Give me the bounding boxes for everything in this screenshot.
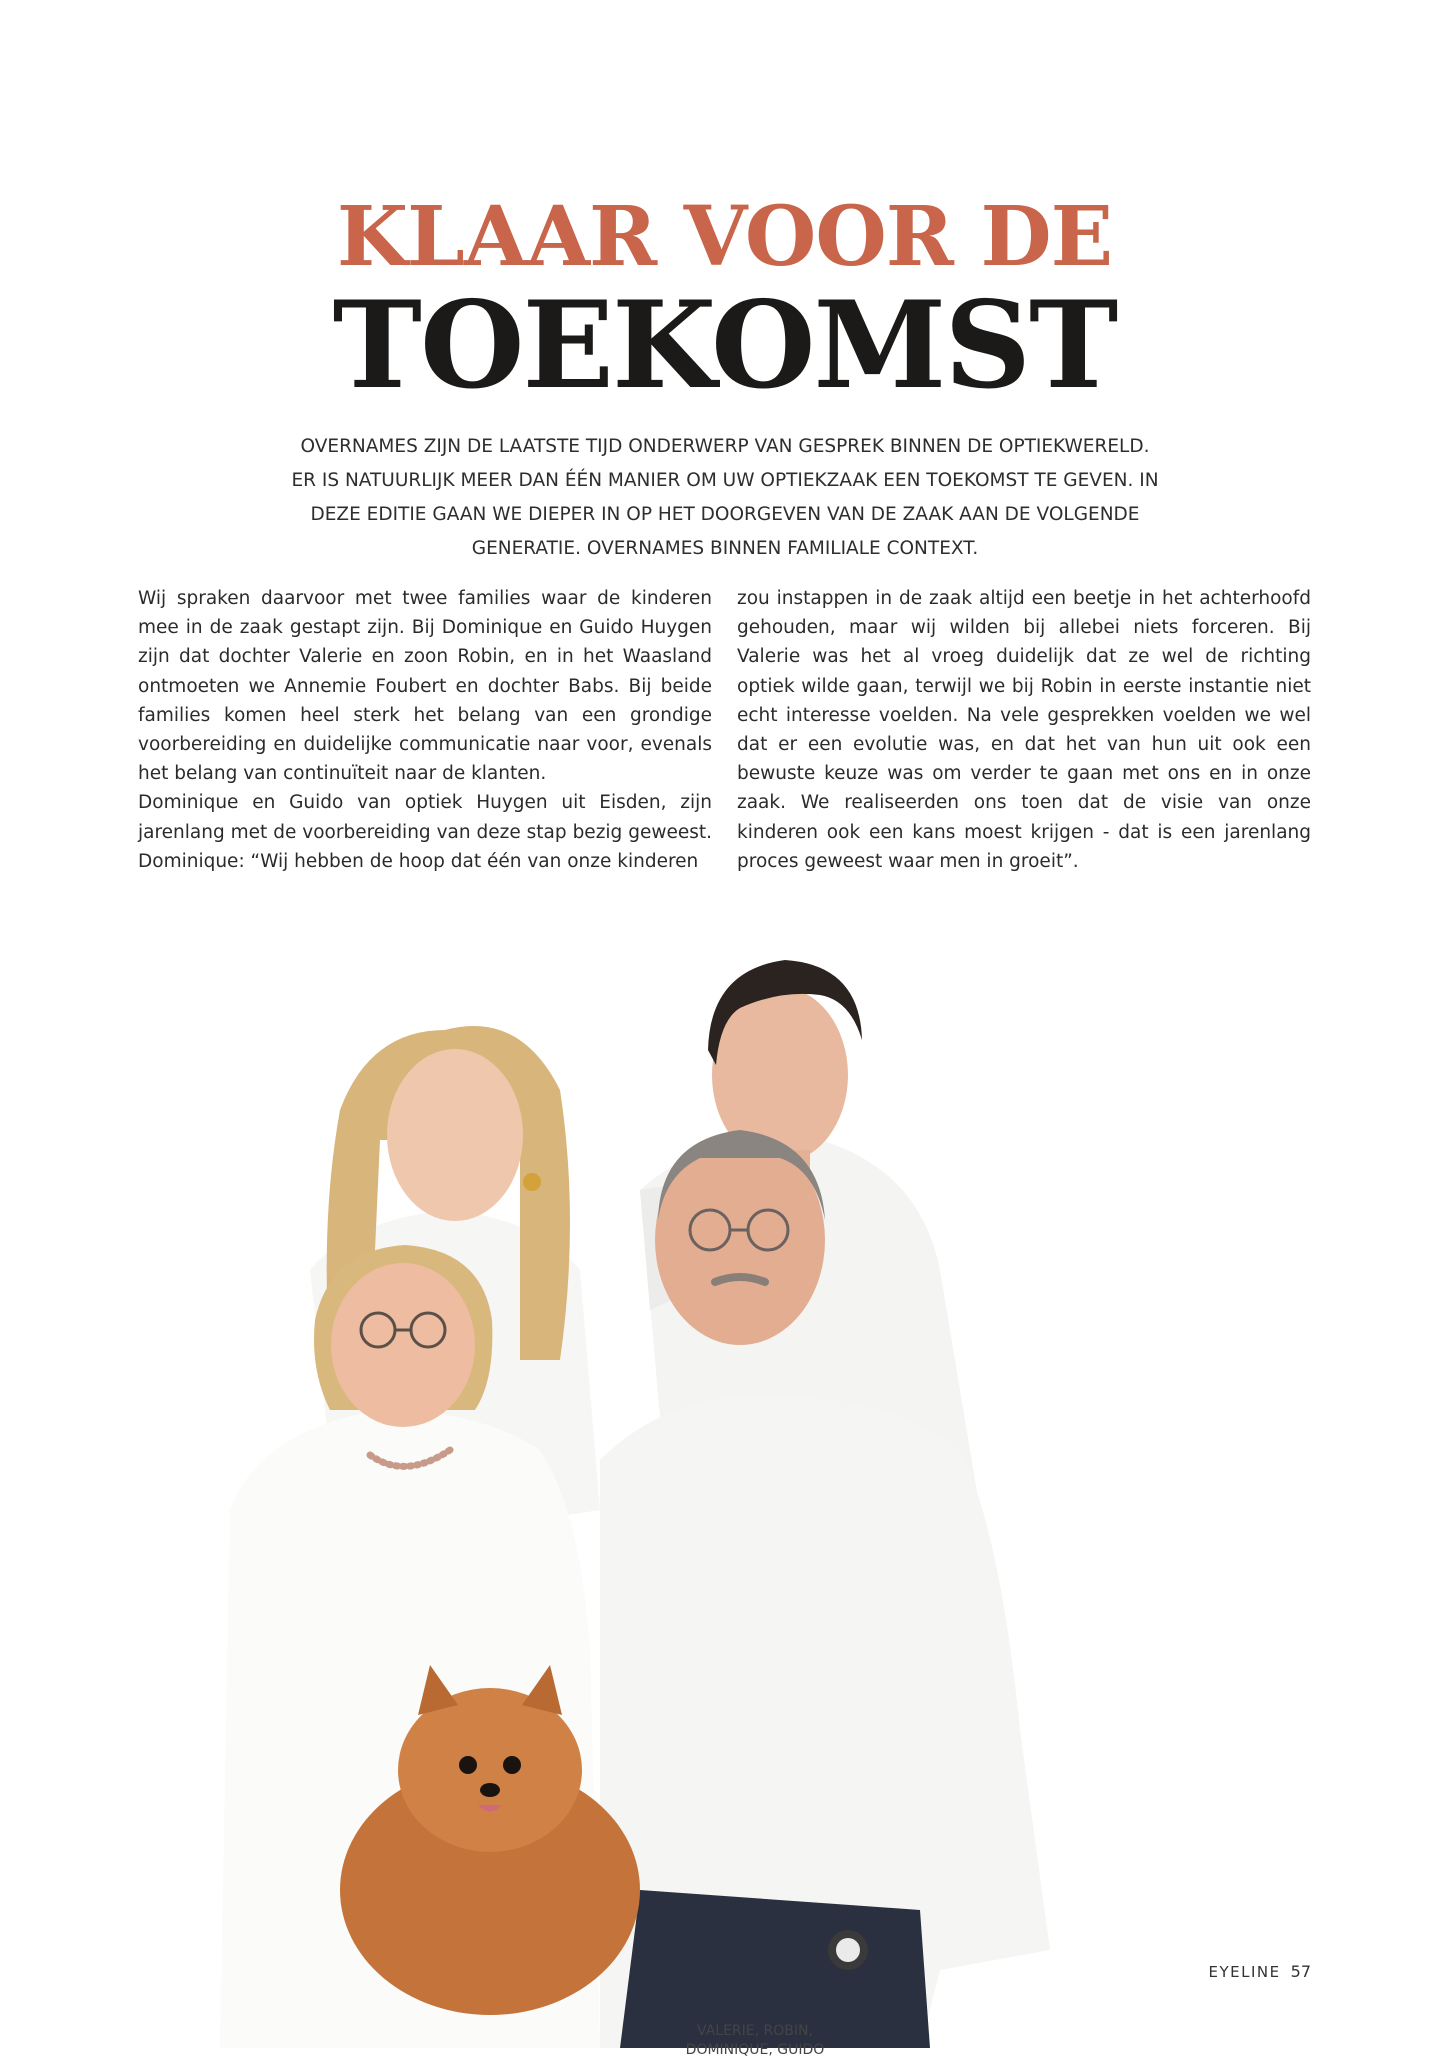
family-photo xyxy=(220,890,1240,2048)
intro-lead: OVERNAMES ZIJN DE LAATSTE TIJD ONDERWERP VAN GESPREK BINNEN DE OPTIEKWERELD. ER IS NATUURLIJK MEER DAN ÉÉN MANIER OM UW OPTIEKZAAK EEN TOEKOMST TE GEVEN. IN DEZE EDITIE GAAN WE DIEPER IN OP HET DOORGEVEN VAN DE ZAAK AAN DE VOLGENDE GENERATIE. OVERNAMES BINNEN FAMILIALE CONTEXT. xyxy=(291,436,1159,559)
family-photo-illustration xyxy=(220,890,1240,2048)
photo-caption-line-2: DOMINIQUE, GUIDO xyxy=(685,2042,825,2058)
title-line-1: KLAAR VOOR DE xyxy=(336,189,1113,285)
magazine-name: EYELINE xyxy=(1208,1963,1281,1981)
page-number: 57 xyxy=(1290,1962,1311,1981)
body-column-left xyxy=(138,584,712,876)
page-footer xyxy=(1209,1962,1311,1981)
photo-caption xyxy=(620,2022,890,2060)
body-paragraph: Wij spraken daarvoor met twee families waar de kinderen mee in de zaak gestapt zijn. Bij Dominique en Guido Huygen zijn dat dochter Valerie en zoon Robin, en in het Waasland ontmoeten we Annemie Foubert en dochter Babs. Bij beide families komen heel sterk het belang van een grondige voorbereiding en duidelijke communicatie naar voor, evenals het belang van continuïteit naar de klanten. xyxy=(138,588,712,785)
body-column-right xyxy=(737,584,1311,876)
body-paragraph: Dominique en Guido van optiek Huygen uit Eisden, zijn jarenlang met de voorbereiding van deze stap bezig geweest. Dominique: “Wij hebben de hoop dat één van onze kinderen xyxy=(138,792,712,872)
photo-caption-line-1: VALERIE, ROBIN, xyxy=(697,2023,813,2039)
body-paragraph: zou instappen in de zaak altijd een beetje in het achterhoofd gehouden, maar wij wilden bij allebei niets forceren. Bij Valerie was het al vroeg duidelijk dat ze wel de richting optiek wilde gaan, terwijl we bij Robin in eerste instantie niet echt interesse voelden. Na vele gesprekken voelden we wel dat er een evolutie was, en dat het van hun uit ook een bewuste keuze was om verder te gaan met ons en in onze zaak. We realiseerden ons toen dat de visie van onze kinderen ook een kans moest krijgen - dat is een jarenlang proces geweest waar men in groeit”. xyxy=(737,588,1311,872)
title-line-2: TOEKOMST xyxy=(332,275,1117,416)
